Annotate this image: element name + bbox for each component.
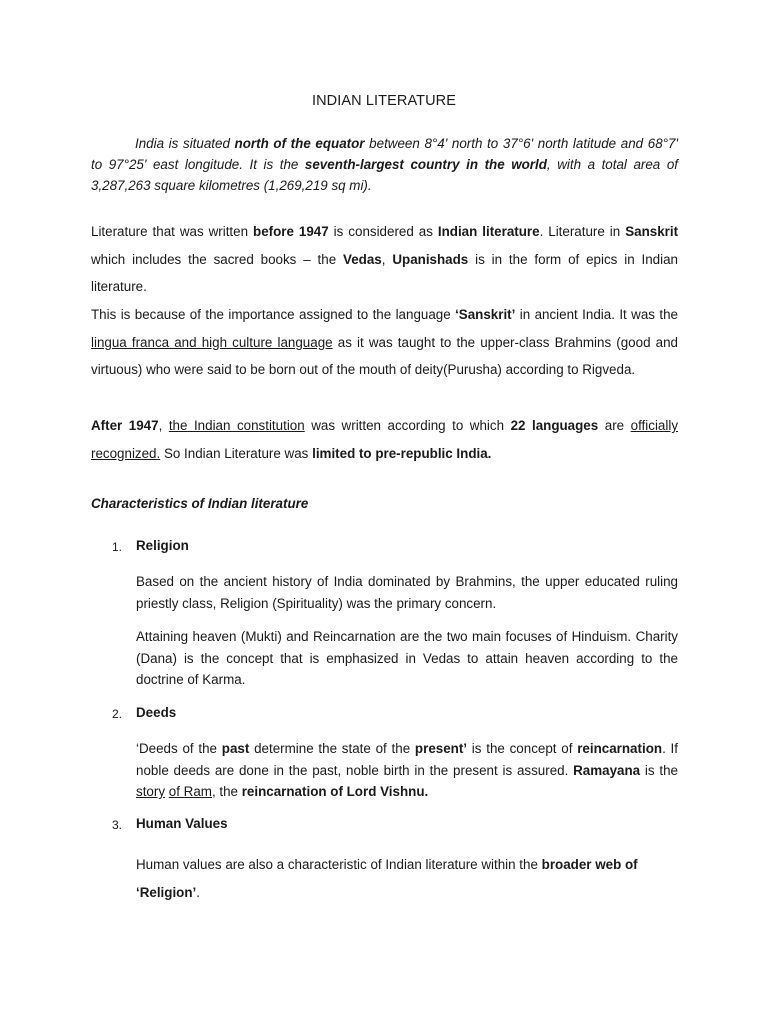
text-run: ‘Deeds of the (136, 741, 222, 756)
text-run: India is situated (135, 136, 235, 151)
literature-paragraph-2 (91, 301, 678, 384)
list-item-heading-human-values: Human Values (136, 816, 228, 831)
bold-run: 22 languages (510, 418, 599, 433)
bold-run: limited to pre-republic India. (312, 445, 492, 461)
bold-run: past (221, 741, 250, 756)
text-run: between 8°4' north to 37°6' north latitude and 68°7' to 97°25' east longitude. It is the (91, 136, 679, 172)
text-run: which includes the sacred books – the (91, 251, 344, 267)
characteristics-heading: Characteristics of Indian literature (91, 496, 309, 511)
bold-run: Upanishads (392, 251, 469, 267)
list-number: 1. (112, 540, 123, 554)
text-run: , (381, 251, 393, 267)
literature-paragraph-3 (91, 412, 678, 467)
bold-run: reincarnation of Lord Vishnu. (241, 784, 429, 799)
bold-run: Indian literature (437, 224, 540, 239)
underlined-run: lingua franca and high culture language (91, 334, 333, 350)
text-run: in ancient India. It was the (515, 307, 678, 322)
text-run: , (158, 418, 169, 433)
underlined-run: the Indian constitution (168, 418, 305, 433)
human-values-paragraph (136, 851, 678, 907)
text-run: are (598, 418, 631, 433)
text-run: is in the form of epics in Indian literature. (91, 251, 678, 295)
text-run: Literature that was written (91, 224, 254, 239)
text-run: So Indian Literature was (160, 445, 313, 461)
bold-run: After 1947 (91, 418, 159, 433)
list-number: 3. (112, 818, 123, 832)
underlined-run: story (136, 784, 166, 799)
intro-paragraph (91, 133, 678, 196)
text-run: determine the state of the (249, 741, 415, 756)
text-run: was written according to which (304, 418, 511, 433)
religion-paragraph-2: Attaining heaven (Mukti) and Reincarnation are the two main focuses of Hinduism. Charity (Dana) is the concept that is emphasized in Vedas to attain heaven according to the doctrine of Karma. (136, 629, 678, 687)
bold-run: present’ (414, 741, 468, 756)
bold-run: reincarnation (577, 741, 663, 756)
text-run: is the (640, 762, 678, 778)
text-run: , with a total area of 3,287,263 square kilometres (1,269,219 sq mi). (91, 157, 678, 193)
text-run: . Literature in (539, 224, 626, 239)
literature-paragraph-1 (91, 218, 678, 301)
text-run: . If noble deeds are done in the past, noble birth in the present is assured. (136, 741, 678, 778)
bold-run: seventh-largest country in the world (304, 157, 547, 172)
text-run: Human values are also a characteristic of Indian literature within the (136, 857, 542, 872)
bold-run: broader web of (541, 857, 638, 872)
deeds-paragraph (136, 738, 678, 803)
underlined-run: of Ram (168, 784, 212, 799)
bold-run: north of the equator (234, 136, 365, 151)
religion-paragraph-1: Based on the ancient history of India dominated by Brahmins, the upper educated ruling priestly class, Religion (Spirituality) was the primary concern. (136, 574, 678, 611)
page-title: INDIAN LITERATURE (311, 93, 457, 109)
bold-run: Ramayana (573, 762, 641, 778)
underlined-run: officially recognized. (91, 418, 679, 461)
text-run: , the (211, 784, 242, 799)
list-item-heading-religion: Religion (136, 538, 189, 553)
text-run: is considered as (328, 224, 438, 239)
list-item-heading-deeds: Deeds (136, 705, 177, 720)
text-run: . (196, 885, 200, 900)
bold-run: Vedas (343, 251, 382, 267)
bold-run: ‘Religion’ (136, 885, 197, 900)
list-number: 2. (112, 707, 123, 721)
bold-run: ‘Sanskrit’ (455, 307, 516, 322)
bold-run: before 1947 (253, 224, 329, 239)
text-run: This is because of the importance assigned to the language (91, 307, 456, 322)
text-run: as it was taught to the upper-class Brahmins (good and virtuous) who were said to be born out of the mouth of deity(Purusha) according to Rigveda. (91, 334, 679, 378)
text-run: is the concept of (467, 741, 578, 756)
bold-run: Sanskrit (625, 224, 679, 239)
